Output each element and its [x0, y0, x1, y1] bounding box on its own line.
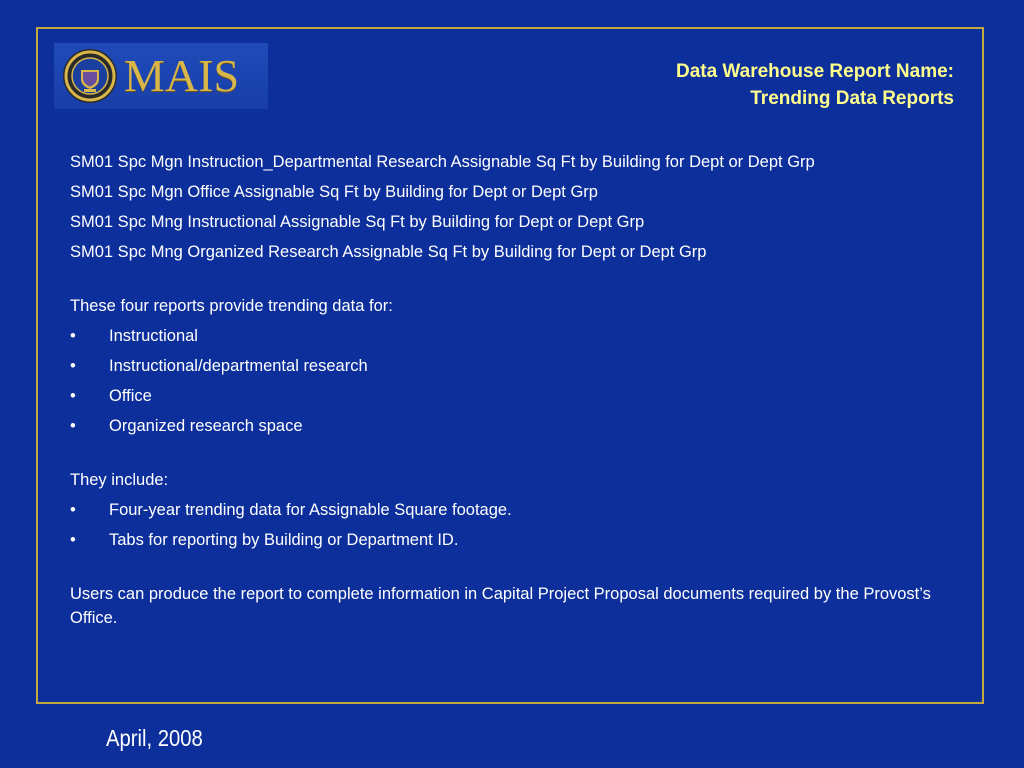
bullet-icon: •	[70, 501, 76, 519]
report-name-4: SM01 Spc Mng Organized Research Assignable Sq Ft by Building for Dept or Dept Grp	[70, 243, 707, 261]
spacer	[70, 444, 950, 468]
bullet-icon: •	[70, 387, 76, 405]
list-item	[70, 528, 950, 552]
list-item	[70, 384, 950, 408]
list-item	[70, 354, 950, 378]
trending-item-1: Instructional	[109, 327, 198, 345]
university-seal-icon	[62, 48, 118, 104]
bullet-icon: •	[70, 531, 76, 549]
bullet-icon: •	[70, 357, 76, 375]
bullet-icon: •	[70, 327, 76, 345]
trending-intro: These four reports provide trending data for:	[70, 297, 393, 315]
slide-body	[70, 150, 950, 636]
report-name-3: SM01 Spc Mng Instructional Assignable Sq Ft by Building for Dept or Dept Grp	[70, 213, 645, 231]
list-item	[70, 324, 950, 348]
trending-item-2: Instructional/departmental research	[109, 357, 368, 375]
list-item	[70, 414, 950, 438]
spacer	[70, 270, 950, 294]
includes-item-2: Tabs for reporting by Building or Department ID.	[109, 531, 459, 549]
closing-paragraph: Users can produce the report to complete information in Capital Project Proposal documents required by the Provost’s Office.	[70, 585, 931, 627]
footer-date: April, 2008	[106, 725, 203, 751]
mais-logo	[54, 43, 268, 109]
report-title-line-2: Trending Data Reports	[750, 88, 954, 109]
bullet-icon: •	[70, 417, 76, 435]
list-item	[70, 498, 950, 522]
report-title	[676, 58, 954, 112]
spacer	[70, 558, 950, 582]
trending-item-4: Organized research space	[109, 417, 303, 435]
trending-item-3: Office	[109, 387, 152, 405]
logo-wordmark: MAIS	[124, 50, 240, 101]
includes-intro: They include:	[70, 471, 169, 489]
report-name-1: SM01 Spc Mgn Instruction_Departmental Research Assignable Sq Ft by Building for Dept or Dept Grp	[70, 153, 815, 171]
report-name-2: SM01 Spc Mgn Office Assignable Sq Ft by Building for Dept or Dept Grp	[70, 183, 598, 201]
includes-item-1: Four-year trending data for Assignable Square footage.	[109, 501, 512, 519]
report-title-line-1: Data Warehouse Report Name:	[675, 61, 954, 82]
